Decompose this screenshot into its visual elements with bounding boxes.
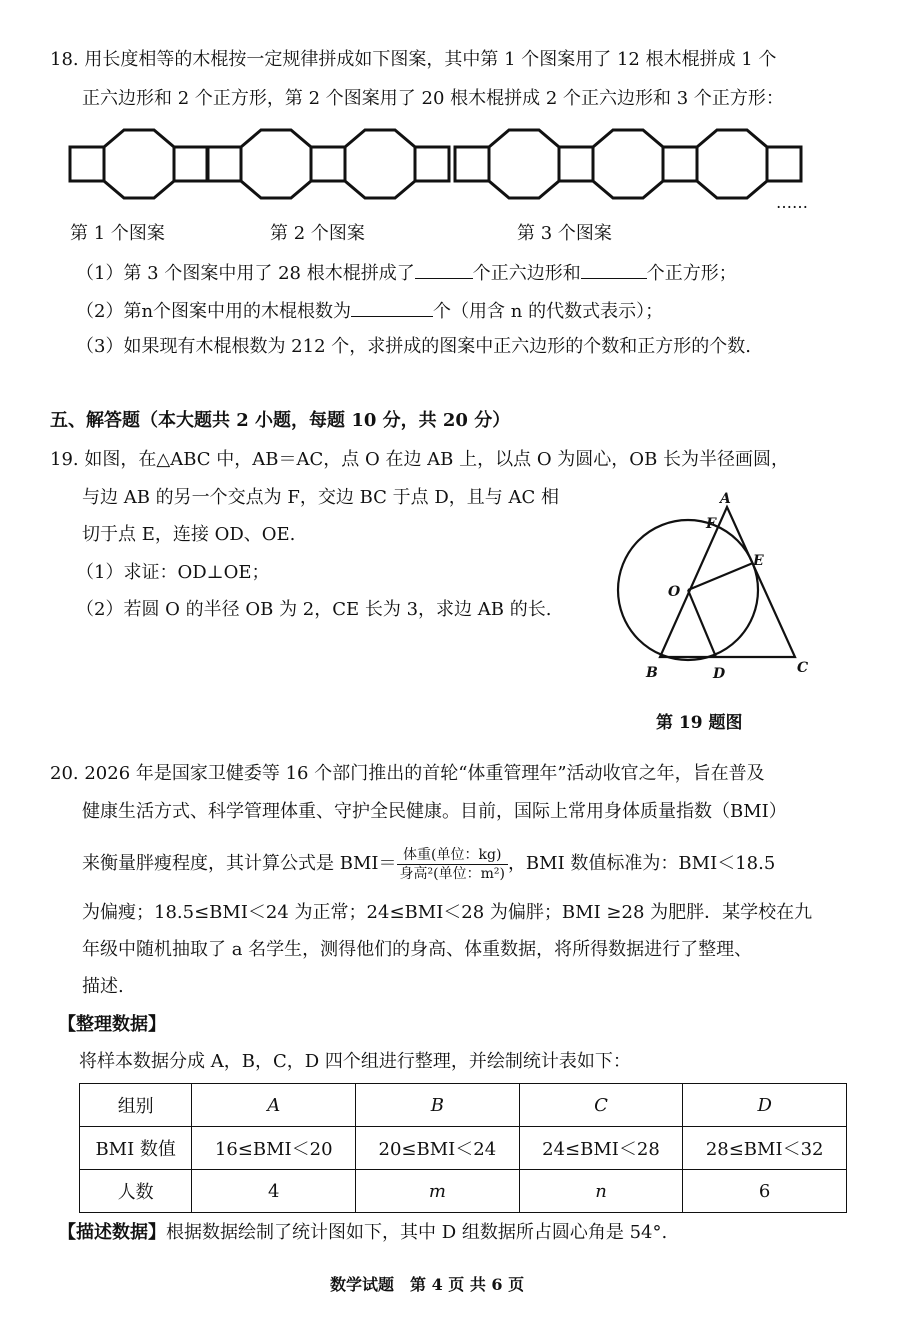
segment-od [688, 590, 716, 657]
q18-sub1 [76, 260, 737, 286]
organize-data-text: 将样本数据分成 A，B，C，D 四个组进行整理，并绘制统计表如下： [79, 1051, 631, 1072]
table-row-count [80, 1170, 847, 1213]
table-cell: 组别 [80, 1084, 192, 1127]
label-a: A [720, 491, 731, 507]
describe-data-title: 【描述数据】 [58, 1222, 166, 1243]
q19-line3: 切于点 E，连接 OD、OE. [82, 524, 296, 545]
q18-sub2-text-b: 个（用含 n 的代数式表示）； [433, 301, 664, 322]
section-5-heading: 五、解答题（本大题共 2 小题，每题 10 分，共 20 分） [50, 410, 511, 431]
triangle-abc [660, 507, 795, 657]
table-cell: 24≤BMI＜28 [519, 1127, 683, 1170]
bmi-formula-denominator: 身高²(单位：m²) [399, 865, 505, 882]
q20-line2: 健康生活方式、科学管理体重、守护全民健康。目前，国际上常用身体质量指数（BMI） [82, 801, 787, 822]
bmi-formula-fraction [397, 846, 508, 883]
continuation-dots: …… [776, 193, 808, 212]
stick-pattern-figures [60, 125, 850, 205]
page-footer: 数学试题 第 4 页 共 6 页 [330, 1275, 525, 1294]
q20-line3-text-b: ，BMI 数值标准为：BMI＜18.5 [507, 853, 776, 874]
label-d: D [713, 666, 726, 682]
describe-data-text: 根据数据绘制了统计图如下，其中 D 组数据所占圆心角是 54°. [166, 1222, 668, 1243]
q20-line6: 描述. [82, 976, 124, 997]
q19-sub2: （2）若圆 O 的半径 OB 为 2，CE 长为 3，求边 AB 的长. [76, 599, 552, 620]
bmi-formula-numerator: 体重(单位：kg) [397, 846, 508, 865]
q19-line2: 与边 AB 的另一个交点为 F，交边 BC 于点 D，且与 AC 相 [82, 487, 560, 508]
table-cell: A [192, 1084, 356, 1127]
table-cell: BMI 数值 [80, 1127, 192, 1170]
q19-sub1: （1）求证：OD⊥OE； [76, 562, 270, 583]
answer-blank-stick-count[interactable] [351, 298, 433, 317]
label-b: B [646, 665, 658, 681]
q19-line1: 19. 如图，在△ABC 中，AB＝AC，点 O 在边 AB 上，以点 O 为圆心，OB 长为半径画圆， [50, 449, 790, 470]
q20-line1: 20. 2026 年是国家卫健委等 16 个部门推出的首轮“体重管理年”活动收官之年，旨在普及 [50, 763, 765, 784]
table-row-header [80, 1084, 847, 1127]
q18-sub1-text-a: （1）第 3 个图案中用了 28 根木棍拼成了 [76, 263, 415, 284]
answer-blank-hexagons[interactable] [415, 260, 473, 279]
q20-line3 [82, 842, 775, 886]
label-f: F [706, 516, 716, 532]
table-cell: B [356, 1084, 520, 1127]
table-cell: 4 [192, 1170, 356, 1213]
table-cell: 20≤BMI＜24 [356, 1127, 520, 1170]
label-e: E [753, 553, 764, 569]
q18-line2: 正六边形和 2 个正方形，第 2 个图案用了 20 根木棍拼成 2 个正六边形和 3 个正方形： [82, 88, 784, 109]
figure-2-caption: 第 2 个图案 [270, 223, 365, 244]
bmi-statistics-table [79, 1083, 847, 1213]
table-cell: 6 [683, 1170, 847, 1213]
label-o: O [668, 584, 681, 600]
q20-line3-text-a: 来衡量胖瘦程度，其计算公式是 BMI＝ [82, 853, 397, 874]
segment-oe [688, 563, 753, 590]
geometry-figure-q19 [610, 485, 820, 690]
q18-sub2 [76, 298, 663, 324]
table-cell: C [519, 1084, 683, 1127]
q18-sub1-text-b: 个正六边形和 [472, 263, 581, 284]
q18-sub1-text-c: 个正方形； [646, 263, 737, 284]
q18-sub3: （3）如果现有木棍根数为 212 个，求拼成的图案中正六边形的个数和正方形的个数. [76, 336, 751, 357]
table-cell: m [356, 1170, 520, 1213]
answer-blank-squares[interactable] [581, 260, 647, 279]
table-row-bmi [80, 1127, 847, 1170]
table-cell: 16≤BMI＜20 [192, 1127, 356, 1170]
table-cell: 28≤BMI＜32 [683, 1127, 847, 1170]
q18-sub2-text-a: （2）第n个图案中用的木棍根数为 [76, 301, 352, 322]
q19-figure-caption: 第 19 题图 [656, 713, 743, 733]
q20-line5: 年级中随机抽取了 a 名学生，测得他们的身高、体重数据，将所得数据进行了整理、 [82, 939, 753, 960]
label-c: C [797, 660, 809, 676]
describe-data [58, 1221, 667, 1245]
q18-line1: 18. 用长度相等的木棍按一定规律拼成如下图案，其中第 1 个图案用了 12 根木棍拼成 1 个 [50, 49, 777, 70]
table-cell: 人数 [80, 1170, 192, 1213]
table-cell: n [519, 1170, 683, 1213]
q20-line4: 为偏瘦；18.5≤BMI＜24 为正常；24≤BMI＜28 为偏胖；BMI ≥28 为肥胖．某学校在九 [82, 902, 813, 923]
figure-1-caption: 第 1 个图案 [70, 223, 165, 244]
table-cell: D [683, 1084, 847, 1127]
organize-data-title: 【整理数据】 [58, 1014, 166, 1035]
figure-3-caption: 第 3 个图案 [517, 223, 612, 244]
